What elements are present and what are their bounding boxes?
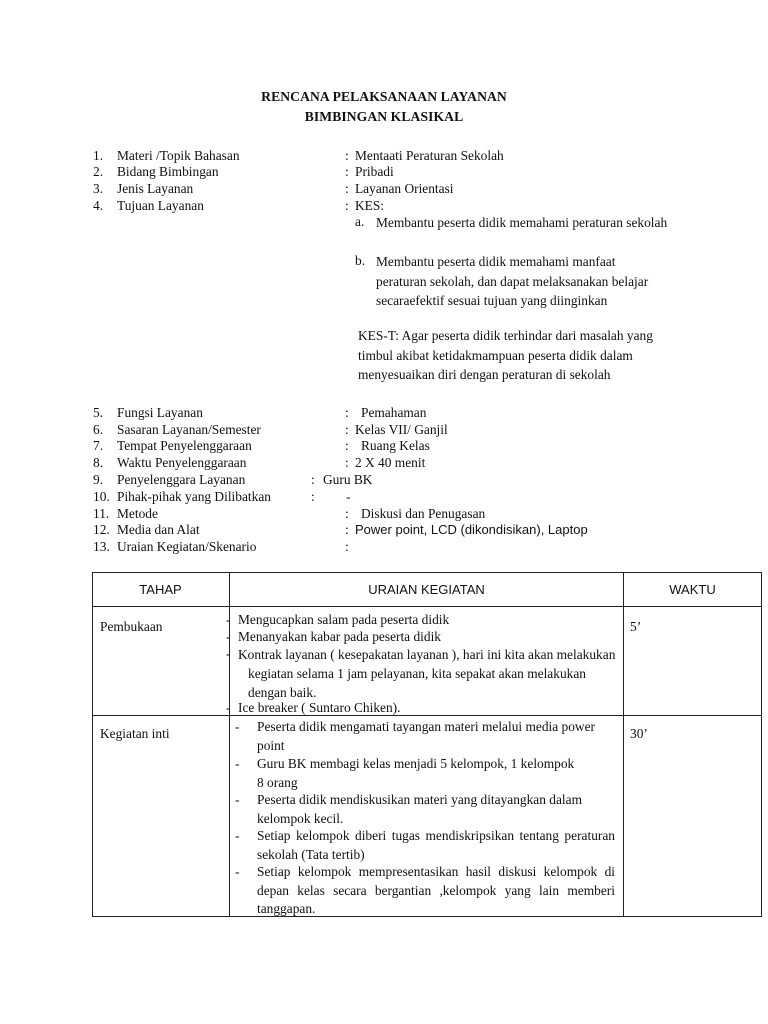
list-label: Waktu Penyelenggaraan	[117, 455, 247, 470]
bullet-dash: -	[235, 792, 240, 807]
row-item: Peserta didik mengamati tayangan materi melalui media power point	[257, 719, 595, 753]
list-number: 12.	[93, 522, 110, 537]
list-number: 5.	[93, 405, 104, 420]
bullet-dash: -	[235, 719, 240, 734]
list-value: Diskusi dan Penugasan	[361, 506, 486, 521]
list-value: -	[346, 489, 351, 504]
table-border	[92, 715, 762, 716]
list-separator: :	[345, 455, 349, 470]
row-item: Guru BK membagi kelas menjadi 5 kelompok, 1 kelompok 8 orang	[257, 756, 575, 790]
bullet-dash: -	[226, 629, 231, 644]
list-number: 8.	[93, 455, 104, 470]
list-number: 11.	[93, 506, 110, 521]
list-separator: :	[311, 489, 315, 504]
bullet-dash: -	[226, 612, 231, 627]
header-tahap: TAHAP	[139, 582, 182, 597]
list-number: 6.	[93, 422, 104, 437]
list-separator: :	[311, 472, 315, 487]
row-item: Setiap kelompok mempresentasikan hasil diskusi kelompok di depan kelas secara bergantian ,kelompok yang lain memberi tanggapan.	[257, 864, 615, 916]
list-separator: :	[345, 405, 349, 420]
list-number: 2.	[93, 164, 104, 179]
list-label: Materi /Topik Bahasan	[117, 148, 240, 163]
list-label: Penyelenggara Layanan	[117, 472, 246, 487]
list-label: Uraian Kegiatan/Skenario	[117, 539, 257, 554]
list-value: Ruang Kelas	[361, 438, 430, 453]
list-value: KES:	[355, 198, 385, 213]
activity-table	[92, 572, 762, 917]
list-number: 9.	[93, 472, 104, 487]
list-value: Mentaati Peraturan Sekolah	[355, 148, 504, 163]
list-number: 1.	[93, 148, 104, 163]
list-number: 4.	[93, 198, 104, 213]
row-waktu: 5’	[630, 619, 642, 634]
list-label: Pihak-pihak yang Dilibatkan	[117, 489, 271, 504]
list-label: Tujuan Layanan	[117, 198, 204, 213]
list-separator: :	[345, 198, 349, 213]
list-value: 2 X 40 menit	[355, 455, 426, 470]
row-item: Mengucapkan salam pada peserta didik	[238, 612, 450, 627]
list-number: 7.	[93, 438, 104, 453]
table-border	[761, 572, 762, 917]
list-number: 13.	[93, 539, 110, 554]
bullet-dash: -	[235, 864, 240, 879]
list-value: Power point, LCD (dikondisikan), Laptop	[355, 522, 588, 537]
list-label: Metode	[117, 506, 158, 521]
row-item: Kontrak layanan ( kesepakatan layanan ), hari ini kita akan melakukan kegiatan selama 1 jam pelayanan, kita sepakat akan melakukan dengan baik.	[238, 647, 616, 700]
list-separator: :	[345, 438, 349, 453]
list-separator: :	[345, 164, 349, 179]
list-label: Tempat Penyelenggaraan	[117, 438, 252, 453]
list-label: Media dan Alat	[117, 522, 200, 537]
tujuan-kest-text: KES-T: Agar peserta didik terhindar dari masalah yang timbul akibat ketidakmampuan peserta didik dalam menyesuaikan diri dengan peraturan di sekolah	[358, 328, 653, 382]
document-title: RENCANA PELAKSANAAN LAYANAN	[261, 89, 507, 104]
bullet-dash: -	[235, 828, 240, 843]
table-border	[92, 606, 762, 607]
row-item: Ice breaker ( Suntaro Chiken).	[238, 700, 401, 715]
list-number: 3.	[93, 181, 104, 196]
list-value: Layanan Orientasi	[355, 181, 454, 196]
document-subtitle: BIMBINGAN KLASIKAL	[304, 109, 464, 124]
list-separator: :	[345, 148, 349, 163]
list-label: Sasaran Layanan/Semester	[117, 422, 261, 437]
list-separator: :	[345, 422, 349, 437]
list-label: Bidang Bimbingan	[117, 164, 219, 179]
list-value: Pemahaman	[361, 405, 427, 420]
row-tahap: Pembukaan	[100, 619, 163, 634]
header-uraian: URAIAN KEGIATAN	[368, 582, 485, 597]
tujuan-b-text: Membantu peserta didik memahami manfaat peraturan sekolah, dan dapat melaksanakan belajar secaraefektif sesuai tujuan yang diinginkan	[376, 254, 649, 308]
tujuan-a-marker: a.	[355, 214, 365, 229]
bullet-dash: -	[235, 756, 240, 771]
table-border	[92, 572, 762, 573]
list-separator: :	[345, 506, 349, 521]
table-border	[623, 572, 624, 917]
row-waktu: 30’	[630, 726, 648, 741]
tujuan-a-text: Membantu peserta didik memahami peraturan sekolah	[376, 215, 668, 230]
list-label: Jenis Layanan	[117, 181, 194, 196]
list-number: 10.	[93, 489, 110, 504]
row-tahap: Kegiatan inti	[100, 726, 170, 741]
list-value: Guru BK	[323, 472, 373, 487]
row-item: Setiap kelompok diberi tugas mendiskripsikan tentang peraturan sekolah (Tata tertib)	[257, 828, 615, 862]
list-separator: :	[345, 181, 349, 196]
list-label: Fungsi Layanan	[117, 405, 203, 420]
bullet-dash: -	[226, 700, 231, 715]
table-border	[92, 572, 93, 917]
list-separator: :	[345, 522, 349, 537]
list-separator: :	[345, 539, 349, 554]
bullet-dash: -	[226, 646, 231, 661]
header-waktu: WAKTU	[669, 582, 716, 597]
list-value: Kelas VII/ Ganjil	[355, 422, 448, 437]
row-item: Menanyakan kabar pada peserta didik	[238, 629, 442, 644]
row-item: Peserta didik mendiskusikan materi yang ditayangkan dalam kelompok kecil.	[257, 792, 583, 826]
list-value: Pribadi	[355, 164, 394, 179]
tujuan-b-marker: b.	[355, 253, 366, 268]
